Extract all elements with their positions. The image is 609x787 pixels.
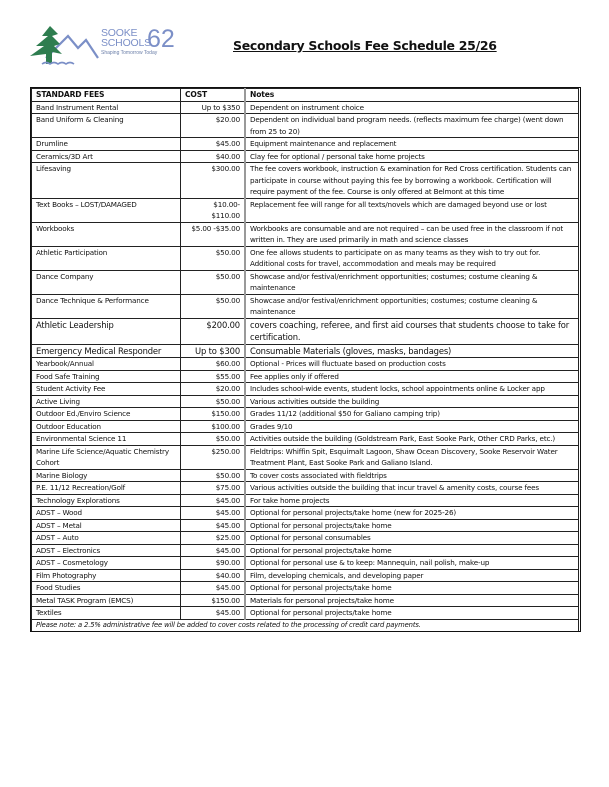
fee-cost: $300.00 [181, 163, 246, 199]
fee-notes: One fee allows students to participate on as many teams as they wish to try out for. Additional costs for travel, accommodation and meals may be required [245, 246, 579, 270]
fee-cost: $45.00 [181, 494, 246, 507]
fee-name: Athletic Participation [32, 246, 181, 270]
fee-cost: Up to $300 [181, 344, 246, 358]
tree-mountain-logo-icon [28, 24, 100, 70]
fee-cost: $250.00 [181, 445, 246, 469]
fee-cost: $40.00 [181, 150, 246, 163]
fee-cost: $45.00 [181, 544, 246, 557]
fee-notes: Optional for personal consumables [245, 532, 579, 545]
fee-notes: Clay fee for optional / personal take home projects [245, 150, 579, 163]
fee-notes: The fee covers workbook, instruction & examination for Red Cross certification. Students can participate in course without paying this fee by borrowing a workbook. Certification will require payment of the fee. Course is only offered at Belmont at this time [245, 163, 579, 199]
table-header-row [32, 89, 579, 102]
fee-notes: Optional - Prices will fluctuate based on production costs [245, 358, 579, 371]
fee-notes: For take home projects [245, 494, 579, 507]
table-row [32, 395, 579, 408]
table-row [32, 114, 579, 138]
fee-cost: $45.00 [181, 507, 246, 520]
fee-cost: $10.00- $110.00 [181, 198, 246, 222]
fee-name: Dance Company [32, 270, 181, 294]
fee-name: Lifesaving [32, 163, 181, 199]
fee-cost: Up to $350 [181, 101, 246, 114]
fee-cost: $150.00 [181, 594, 246, 607]
fee-notes: Optional for personal projects/take home [245, 519, 579, 532]
table-row [32, 198, 579, 222]
fee-cost: $50.00 [181, 469, 246, 482]
table-row [32, 408, 579, 421]
fee-cost: $75.00 [181, 482, 246, 495]
fee-notes: Optional for personal projects/take home [245, 582, 579, 595]
fee-name: ADST – Electronics [32, 544, 181, 557]
column-header-cost: COST [181, 89, 246, 102]
table-row [32, 383, 579, 396]
fee-notes: Grades 11/12 (additional $50 for Galiano camping trip) [245, 408, 579, 421]
fee-cost: $50.00 [181, 246, 246, 270]
fee-name: Band Uniform & Cleaning [32, 114, 181, 138]
table-row [32, 150, 579, 163]
fee-name: ADST – Metal [32, 519, 181, 532]
fee-notes: Workbooks are consumable and are not required – can be used free in the classroom if not written in. They are used primarily in math and science classes [245, 222, 579, 246]
fee-name: Marine Biology [32, 469, 181, 482]
footnote-row [32, 619, 579, 632]
fee-notes: Equipment maintenance and replacement [245, 138, 579, 151]
fee-cost: $150.00 [181, 408, 246, 421]
fee-name: Food Studies [32, 582, 181, 595]
logo-name-line2: SCHOOLS [101, 37, 151, 49]
table-row [32, 101, 579, 114]
fee-cost: $50.00 [181, 395, 246, 408]
fee-notes: Replacement fee will range for all texts/novels which are damaged beyond use or lost [245, 198, 579, 222]
sooke-schools-logo [28, 24, 208, 70]
fee-name: Marine Life Science/Aquatic Chemistry Cohort [32, 445, 181, 469]
fee-notes: Dependent on instrument choice [245, 101, 579, 114]
fee-cost: $45.00 [181, 582, 246, 595]
fee-name: Food Safe Training [32, 370, 181, 383]
fee-cost: $25.00 [181, 532, 246, 545]
table-row [32, 433, 579, 446]
table-row [32, 163, 579, 199]
fee-name: Text Books – LOST/DAMAGED [32, 198, 181, 222]
fee-name: Drumline [32, 138, 181, 151]
table-row [32, 358, 579, 371]
logo-tagline: Shaping Tomorrow Today [101, 50, 158, 56]
fee-name: Textiles [32, 607, 181, 620]
table-row [32, 344, 579, 358]
column-header-standard-fees: STANDARD FEES [32, 89, 181, 102]
fee-cost: $45.00 [181, 607, 246, 620]
fee-name: ADST – Wood [32, 507, 181, 520]
fee-schedule-table [31, 88, 579, 632]
fee-notes: Fee applies only if offered [245, 370, 579, 383]
fee-notes: Activities outside the building (Goldstream Park, East Sooke Park, Other CRD Parks, etc.) [245, 433, 579, 446]
fee-notes: covers coaching, referee, and first aid courses that students choose to take for certification. [245, 318, 579, 344]
document-header [28, 24, 588, 74]
fee-notes: Fieldtrips: Whiffin Spit, Esquimalt Lagoon, Shaw Ocean Discovery, Sooke Reservoir Water Treatment Plant, East Sooke Park and Galiano Island. [245, 445, 579, 469]
fee-cost: $50.00 [181, 294, 246, 318]
fee-notes: Various activities outside the building [245, 395, 579, 408]
fee-name: Workbooks [32, 222, 181, 246]
logo-number: 62 [147, 25, 175, 53]
fee-notes: Consumable Materials (gloves, masks, bandages) [245, 344, 579, 358]
table-row [32, 544, 579, 557]
table-row [32, 246, 579, 270]
table-row [32, 557, 579, 570]
table-row [32, 582, 579, 595]
fee-cost: $45.00 [181, 519, 246, 532]
table-row [32, 594, 579, 607]
fee-name: ADST – Auto [32, 532, 181, 545]
table-row [32, 370, 579, 383]
fee-notes: Showcase and/or festival/enrichment opportunities; costumes; costume cleaning & maintenance [245, 294, 579, 318]
fee-name: Technology Explorations [32, 494, 181, 507]
fee-name: Film Photography [32, 569, 181, 582]
fee-notes: Optional for personal projects/take home (new for 2025-26) [245, 507, 579, 520]
fee-cost: $90.00 [181, 557, 246, 570]
fee-name: Metal TASK Program (EMCS) [32, 594, 181, 607]
fee-name: Emergency Medical Responder [32, 344, 181, 358]
fee-name: Outdoor Ed./Enviro Science [32, 408, 181, 421]
table-row [32, 507, 579, 520]
fee-name: Outdoor Education [32, 420, 181, 433]
fee-notes: Various activities outside the building that incur travel & amenity costs, course fees [245, 482, 579, 495]
table-row [32, 420, 579, 433]
fee-cost: $20.00 [181, 383, 246, 396]
fee-cost: $50.00 [181, 270, 246, 294]
column-header-notes: Notes [245, 89, 579, 102]
fee-name: ADST – Cosmetology [32, 557, 181, 570]
fee-name: Dance Technique & Performance [32, 294, 181, 318]
credit-card-footnote: Please note: a 2.5% administrative fee will be added to cover costs related to the processing of credit card payments. [32, 619, 579, 632]
table-row [32, 607, 579, 620]
fee-name: Environmental Science 11 [32, 433, 181, 446]
table-row [32, 270, 579, 294]
fee-notes: Film, developing chemicals, and developing paper [245, 569, 579, 582]
fee-cost: $100.00 [181, 420, 246, 433]
fee-name: Athletic Leadership [32, 318, 181, 344]
table-row [32, 494, 579, 507]
fee-name: Yearbook/Annual [32, 358, 181, 371]
fee-cost: $40.00 [181, 569, 246, 582]
fee-notes: Optional for personal projects/take home [245, 544, 579, 557]
fee-cost: $20.00 [181, 114, 246, 138]
fee-cost: $45.00 [181, 138, 246, 151]
fee-notes: Includes school-wide events, student locks, school appointments online & Locker app [245, 383, 579, 396]
table-row [32, 482, 579, 495]
fee-cost: $60.00 [181, 358, 246, 371]
fee-notes: Materials for personal projects/take home [245, 594, 579, 607]
table-row [32, 569, 579, 582]
fee-notes: Grades 9/10 [245, 420, 579, 433]
fee-notes: Optional for personal projects/take home [245, 607, 579, 620]
table-row [32, 532, 579, 545]
fee-cost: $55.00 [181, 370, 246, 383]
table-row [32, 519, 579, 532]
document-title: Secondary Schools Fee Schedule 25/26 [233, 38, 497, 53]
table-row [32, 222, 579, 246]
table-row [32, 294, 579, 318]
fee-name: Student Activity Fee [32, 383, 181, 396]
fee-cost: $200.00 [181, 318, 246, 344]
fee-notes: Dependent on individual band program needs. (reflects maximum fee charge) (went down from 25 to 20) [245, 114, 579, 138]
table-row [32, 445, 579, 469]
fee-notes: Showcase and/or festival/enrichment opportunities; costumes; costume cleaning & maintenance [245, 270, 579, 294]
table-body [32, 101, 579, 619]
fee-name: Ceramics/3D Art [32, 150, 181, 163]
fee-name: P.E. 11/12 Recreation/Golf [32, 482, 181, 495]
fee-cost: $5.00 -$35.00 [181, 222, 246, 246]
fee-name: Active Living [32, 395, 181, 408]
fee-cost: $50.00 [181, 433, 246, 446]
fee-name: Band Instrument Rental [32, 101, 181, 114]
table-row [32, 318, 579, 344]
table-row [32, 138, 579, 151]
fee-notes: To cover costs associated with fieldtrips [245, 469, 579, 482]
logo-name-line1: SOOKE [101, 27, 138, 39]
fee-notes: Optional for personal use & to keep: Mannequin, nail polish, make-up [245, 557, 579, 570]
table-row [32, 469, 579, 482]
